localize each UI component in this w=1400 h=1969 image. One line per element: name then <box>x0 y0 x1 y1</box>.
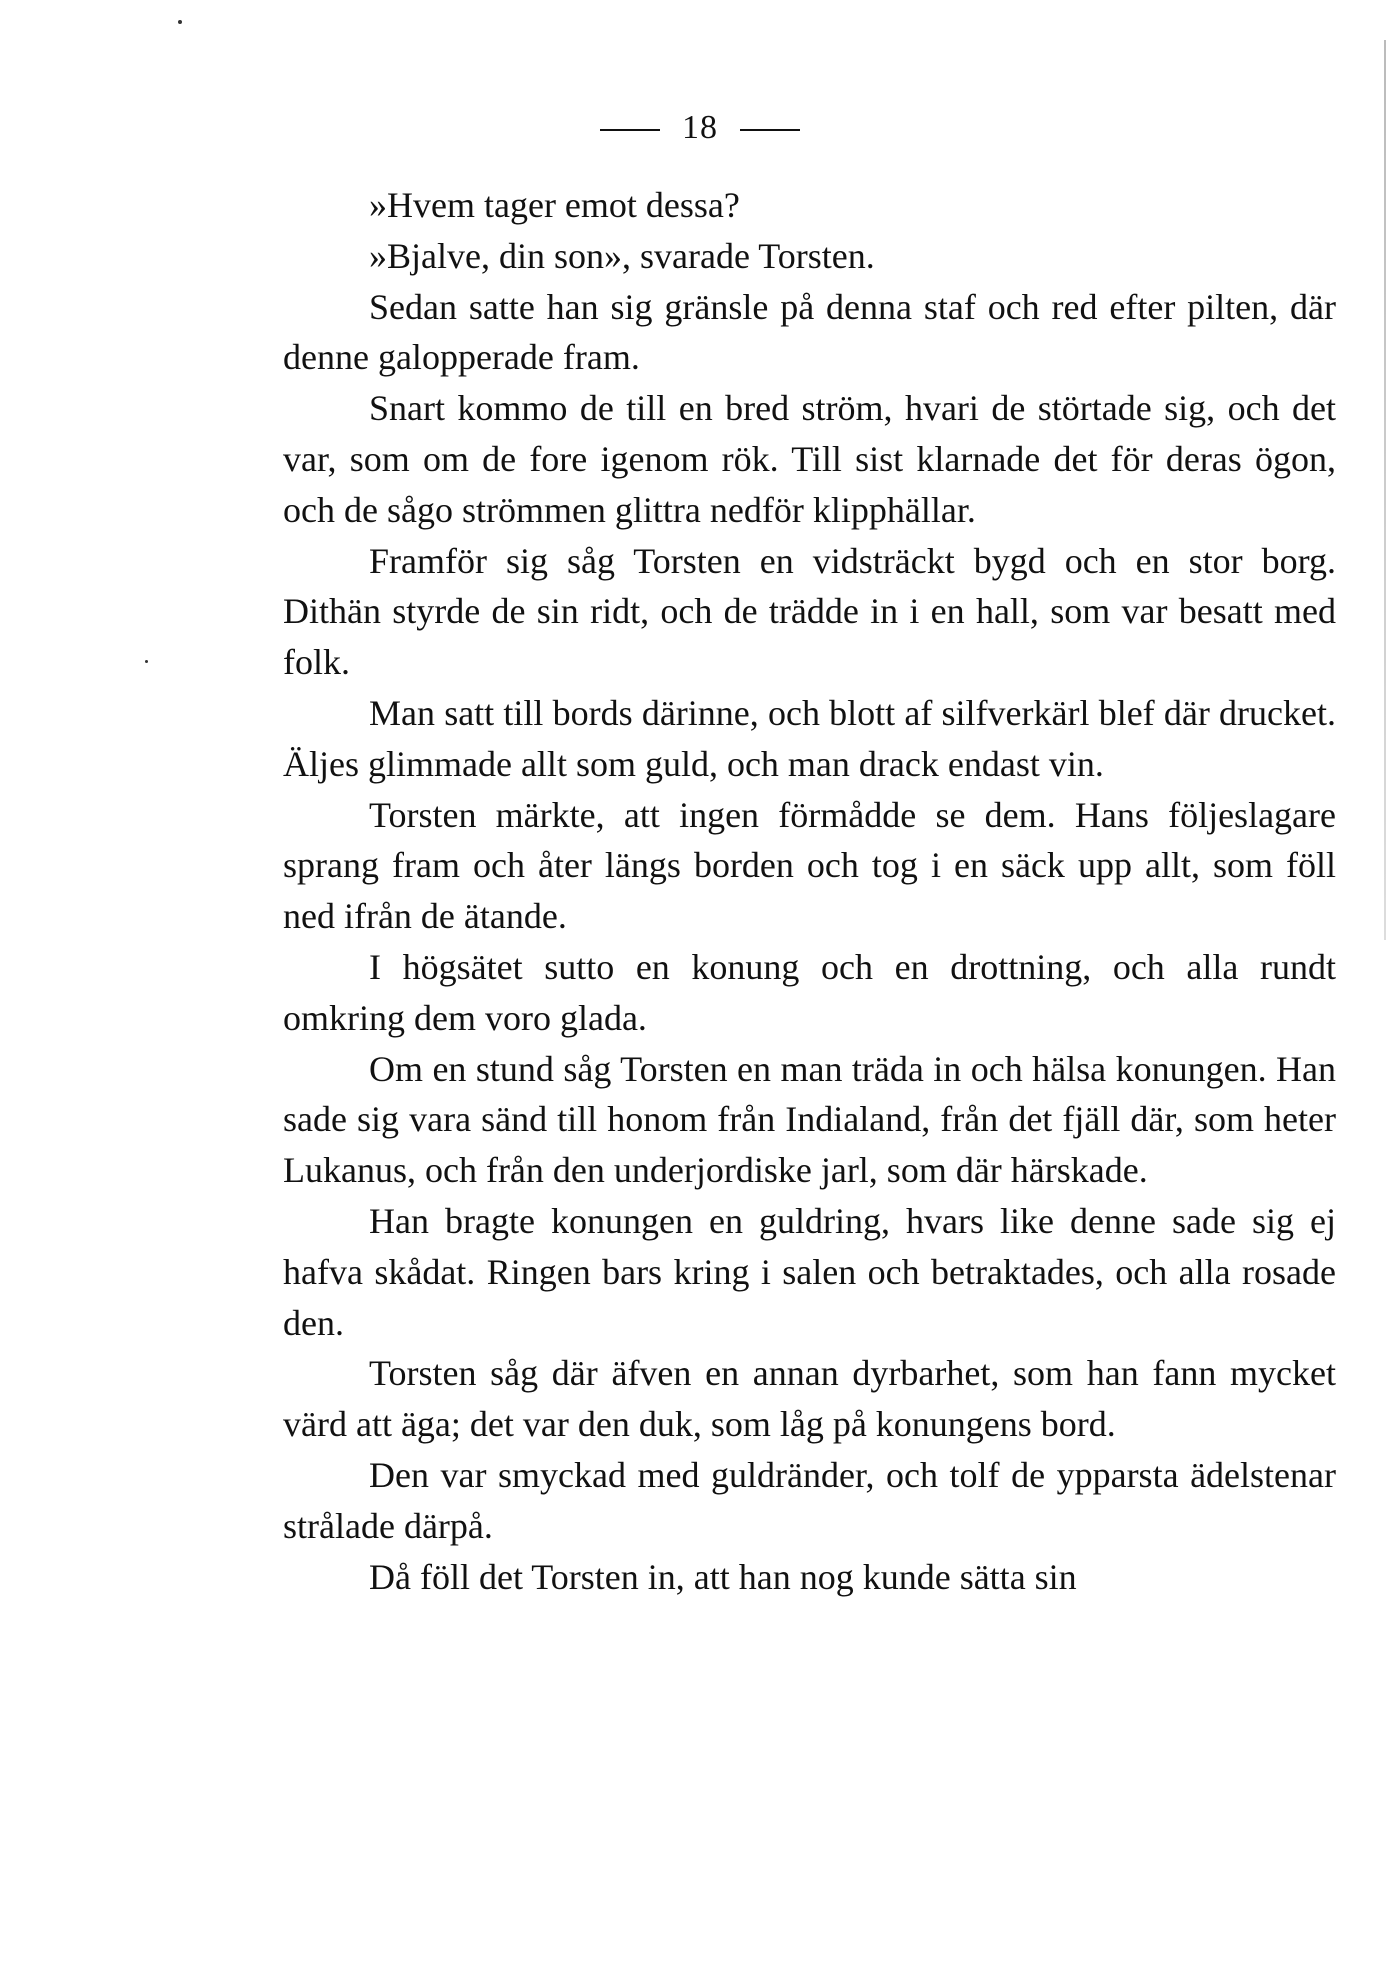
paragraph: »Bjalve, din son», svarade Torsten. <box>369 235 875 276</box>
paragraph: Den var smyckad med guldränder, och tolf de ypparsta ädelstenar strålade därpå. <box>283 1454 1336 1546</box>
print-speck <box>178 20 182 24</box>
paragraph: Han bragte konungen en guldring, hvars like denne sade sig ej hafva skådat. Ringen bars kring i salen och betraktades, och alla rosade den. <box>283 1200 1336 1343</box>
paragraph: Om en stund såg Torsten en man träda in och hälsa konungen. Han sade sig vara sänd till honom från Indialand, från det fjäll där, som heter Lukanus, och från den underjordiske jarl, som där härskade. <box>283 1048 1336 1191</box>
page-number: 18 <box>682 109 718 146</box>
body-text <box>283 180 1336 1602</box>
paragraph: Torsten såg där äfven en annan dyrbarhet, som han fann mycket värd att äga; det var den duk, som låg på konungens bord. <box>283 1353 1336 1445</box>
paragraph: Man satt till bords därinne, och blott af silfverkärl blef där drucket. Äljes glimmade allt som guld, och man drack endast vin. <box>283 692 1336 784</box>
paragraph: Torsten märkte, att ingen förmådde se dem. Hans följeslagare sprang fram och åter längs borden och tog i en säck upp allt, som föll ned ifrån de ätande. <box>283 794 1336 937</box>
paragraph: Då föll det Torsten in, att han nog kunde sätta sin <box>369 1556 1077 1597</box>
print-speck <box>145 660 148 663</box>
paragraph: Sedan satte han sig gränsle på denna staf och red efter pilten, där denne galopperade fram. <box>283 286 1336 378</box>
paragraph: Framför sig såg Torsten en vidsträckt bygd och en stor borg. Dithän styrde de sin ridt, och de trädde in i en hall, som var besatt med folk. <box>283 540 1336 683</box>
paragraph: I högsätet sutto en konung och en drottning, och alla rundt omkring dem voro glada. <box>283 946 1336 1038</box>
paragraph: »Hvem tager emot dessa? <box>369 185 740 225</box>
page-header <box>0 108 1400 148</box>
header-rule-left <box>600 129 660 131</box>
page-edge-line <box>1384 40 1386 940</box>
header-rule-right <box>740 129 800 131</box>
paragraph: Snart kommo de till en bred ström, hvari de störtade sig, och det var, som om de fore igenom rök. Till sist klarnade det för deras ögon, och de sågo strömmen glittra nedför klipphällar. <box>283 388 1336 530</box>
